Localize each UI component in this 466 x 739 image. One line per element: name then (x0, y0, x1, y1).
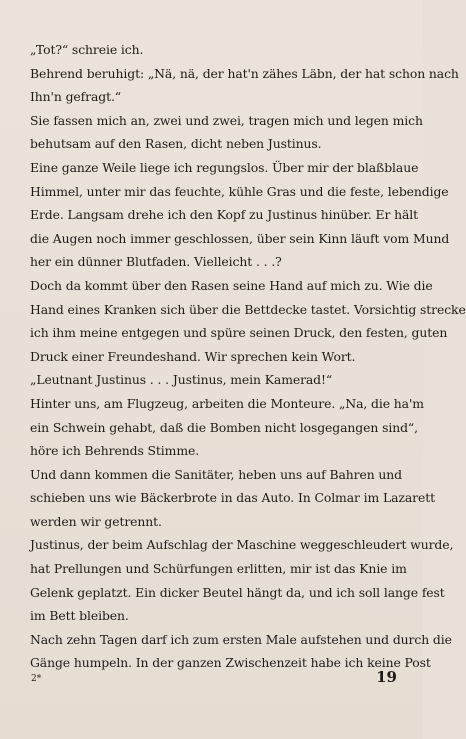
text-line: „Tot?“ schreie ich. (30, 42, 144, 57)
text-line: Hinter uns, am Flugzeug, arbeiten die Monteure. „Na, die ha'm (30, 395, 424, 411)
text-line: behutsam auf den Rasen, dicht neben Justinus. (30, 136, 322, 152)
text-line: her ein dünner Blutfaden. Vielleicht . . .? (30, 254, 282, 270)
text-line: hat Prellungen und Schürfungen erlitten, mir ist das Knie im (30, 561, 407, 577)
text-line: ein Schwein gehabt, daß die Bomben nicht losgegangen sind“, (30, 419, 418, 435)
text-line: höre ich Behrends Stimme. (30, 443, 200, 459)
text-line: „Leutnant Justinus . . . Justinus, mein Kamerad!“ (30, 372, 333, 388)
text-line: Behrend beruhigt: „Nä, nä, der hat'n zähes Läbn, der hat schon nach (30, 65, 459, 81)
text-line: Doch da kommt über den Rasen seine Hand auf mich zu. Wie die (30, 277, 433, 293)
text-line: Sie fassen mich an, zwei und zwei, tragen mich und legen mich (30, 112, 423, 128)
text-line: im Bett bleiben. (30, 608, 129, 624)
text-line: Und dann kommen die Sanitäter, heben uns auf Bahren und (30, 466, 403, 482)
text-line: Erde. Langsam drehe ich den Kopf zu Justinus hinüber. Er hält (30, 207, 419, 223)
text-line: ich ihm meine entgegen und spüre seinen Druck, den festen, guten (30, 325, 448, 341)
text-line: die Augen noch immer geschlossen, über sein Kinn läuft vom Mund (30, 230, 450, 246)
text-line: Druck einer Freundeshand. Wir sprechen kein Wort. (30, 348, 356, 364)
text-line: Hand eines Kranken sich über die Bettdecke tastet. Vorsichtig strecke (30, 301, 466, 317)
text-line: Justinus, der beim Aufschlag der Maschine weggeschleudert wurde, (30, 537, 454, 553)
signature-mark: 2* (31, 674, 42, 684)
text-line: Gelenk geplatzt. Ein dicker Beutel hängt da, und ich soll lange fest (30, 584, 445, 600)
text-line: Gänge humpeln. In der ganzen Zwischenzeit habe ich keine Post (30, 655, 431, 671)
text-line: Himmel, unter mir das feuchte, kühle Gras und die feste, lebendige (30, 183, 449, 199)
body-text (30, 38, 466, 675)
page-number: 19 (376, 668, 397, 686)
text-line: Ihn'n gefragt.“ (30, 89, 122, 105)
text-line: Eine ganze Weile liege ich regungslos. Über mir der blaßblaue (30, 159, 419, 175)
text-line: werden wir getrennt. (30, 513, 162, 529)
text-line: Nach zehn Tagen darf ich zum ersten Male aufstehen und durch die (30, 631, 452, 647)
text-line: schieben uns wie Bäckerbrote in das Auto. In Colmar im Lazarett (30, 490, 435, 506)
